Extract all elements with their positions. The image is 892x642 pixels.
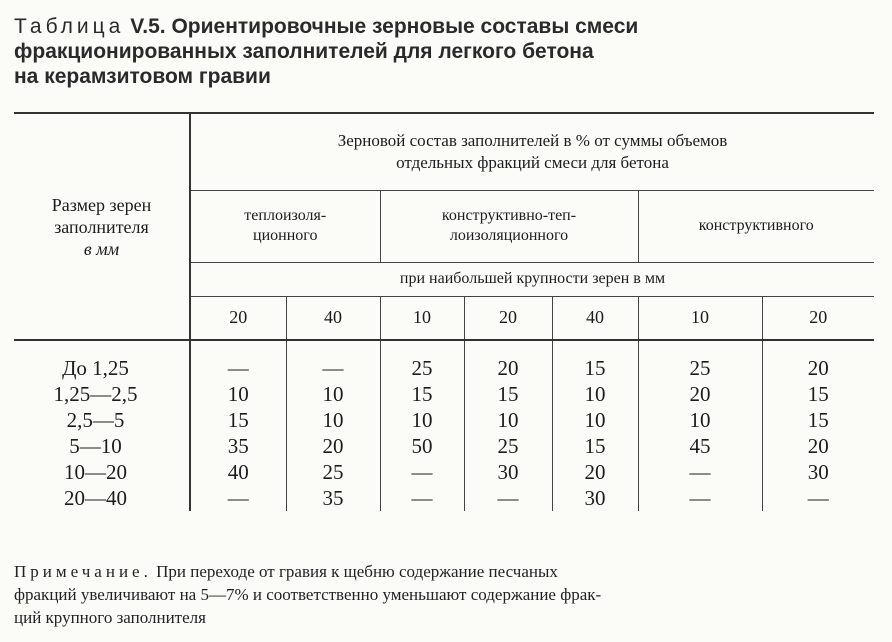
table-row [14, 407, 874, 433]
row-header: Размер зерен заполнителя в мм [14, 114, 190, 340]
table-row [14, 459, 874, 485]
value-cell: 15 [807, 381, 829, 406]
size-cell: 1,25—2,5 [14, 381, 190, 407]
table-note [14, 560, 874, 629]
value-cell: 10 [286, 407, 380, 433]
value-cell: 10 [464, 407, 552, 433]
title-line-3: на керамзитовом гравии [14, 65, 271, 88]
value-cell: — [464, 485, 552, 511]
value-cell: 30 [464, 459, 552, 485]
max-size-cell: 20 [464, 296, 552, 340]
table-row [14, 485, 874, 511]
group-header-structural-thermal: конструктивно-теп- лоизоляционного [380, 190, 638, 262]
size-cell: 5—10 [14, 433, 190, 459]
value-cell: 50 [380, 433, 464, 459]
table-title [14, 14, 874, 89]
value-cell: 15 [190, 407, 286, 433]
title-line-1: Таблица V.5. Ориентировочные зерновые составы смеси [14, 15, 639, 38]
max-size-cell: 10 [380, 296, 464, 340]
size-cell: 2,5—5 [14, 407, 190, 433]
note-line-1: Примечание. При переходе от гравия к щебню содержание песчаных [14, 562, 558, 581]
aggregate-composition-table [14, 112, 874, 511]
value-cell: 20 [286, 433, 380, 459]
value-cell: 25 [464, 433, 552, 459]
value-cell: 25 [638, 340, 762, 381]
value-cell: 40 [190, 459, 286, 485]
table-row [14, 381, 874, 407]
value-cell: — [807, 485, 829, 510]
size-cell: До 1,25 [14, 340, 190, 381]
top-header: Зерновой состав заполнителей в % от суммы объемов отдельных фракций смеси для бетона [190, 114, 874, 190]
group-header-structural: конструктивного [638, 190, 874, 262]
value-cell: 20 [464, 340, 552, 381]
value-cell: — [380, 485, 464, 511]
table-row [14, 433, 874, 459]
value-cell: 20 [807, 433, 829, 458]
value-cell: 15 [380, 381, 464, 407]
value-cell: 15 [552, 340, 638, 381]
value-cell: 15 [552, 433, 638, 459]
value-cell: — [638, 485, 762, 511]
value-cell: — [190, 485, 286, 511]
title-label: Таблица [14, 15, 125, 38]
value-cell: — [286, 340, 380, 381]
value-cell: 30 [552, 485, 638, 511]
table-row [14, 340, 874, 381]
size-cell: 20—40 [14, 485, 190, 511]
value-cell: 20 [807, 355, 829, 380]
value-cell: 35 [190, 433, 286, 459]
value-cell: 10 [638, 407, 762, 433]
max-size-cell: 20 [762, 296, 874, 340]
value-cell: 20 [552, 459, 638, 485]
value-cell: 10 [552, 407, 638, 433]
value-cell: 10 [190, 381, 286, 407]
max-size-cell: 20 [190, 296, 286, 340]
group-header-thermal: теплоизоля- ционного [190, 190, 380, 262]
note-line-3: ций крупного заполнителя [14, 608, 206, 627]
note-line-2: фракций увеличивают на 5—7% и соответственно уменьшают содержание фрак- [14, 585, 602, 604]
value-cell: 10 [286, 381, 380, 407]
size-cell: 10—20 [14, 459, 190, 485]
note-label: Примечание. [14, 562, 152, 581]
value-cell: 15 [464, 381, 552, 407]
value-cell: 25 [380, 340, 464, 381]
value-cell: — [190, 340, 286, 381]
value-cell: 30 [807, 459, 829, 484]
value-cell: 20 [638, 381, 762, 407]
title-line-2: фракционированных заполнителей для легкого бетона [14, 40, 594, 63]
value-cell: 45 [638, 433, 762, 459]
value-cell: 10 [552, 381, 638, 407]
value-cell: 10 [380, 407, 464, 433]
max-size-subheader: при наибольшей крупности зерен в мм [190, 262, 874, 296]
max-size-cell: 40 [552, 296, 638, 340]
value-cell: — [638, 459, 762, 485]
value-cell: 35 [286, 485, 380, 511]
value-cell: 25 [286, 459, 380, 485]
value-cell: 15 [807, 407, 829, 432]
max-size-cell: 10 [638, 296, 762, 340]
value-cell: — [380, 459, 464, 485]
max-size-cell: 40 [286, 296, 380, 340]
